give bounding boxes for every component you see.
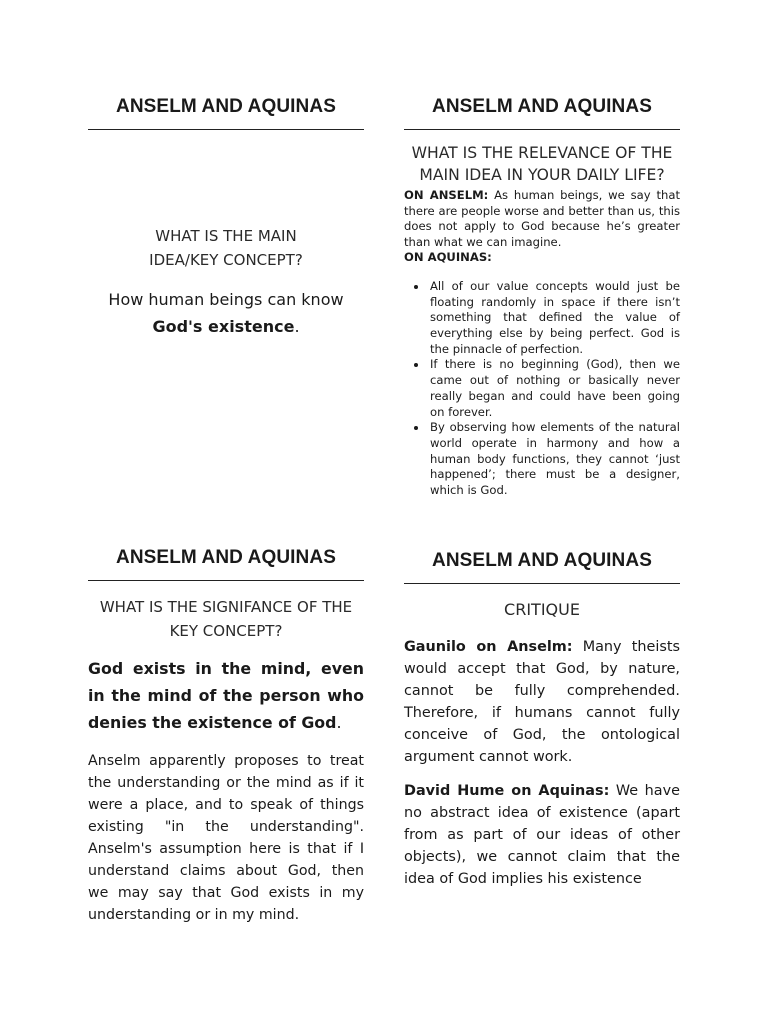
gaunilo-text: Many theists would accept that God, by nature, cannot be fully comprehended. Therefore, if humans cannot fully conceive of God, the ontological argument cannot work. bbox=[404, 639, 680, 765]
on-anselm-text: As human beings, we say that there are people worse and better than us, this does not apply to God because he’s greater than what we can imagine. bbox=[404, 188, 680, 249]
card-title: ANSELM AND AQUINAS bbox=[404, 550, 680, 584]
gaunilo-critique bbox=[404, 636, 680, 768]
on-aquinas-label-text: ON AQUINAS: bbox=[404, 250, 492, 265]
list-item: • All of our value concepts would just be floating randomly in space if there isn’t something that defined the value of everything else by being perfect. God is the pinnacle of perfection. bbox=[428, 279, 680, 358]
aquinas-points-list bbox=[404, 279, 680, 499]
answer-bold: God's existence bbox=[152, 317, 295, 336]
question-significance: WHAT IS THE SIGNIFANCE OF THE KEY CONCEPT? bbox=[99, 598, 353, 640]
hume-text: We have no abstract idea of existence (apart from as part of our ideas of other objects), we cannot claim that the idea of God implies his existence bbox=[404, 783, 680, 887]
list-item: • If there is no beginning (God), then we came out of nothing or basically never really began and could have been going on forever. bbox=[428, 357, 680, 420]
card-title: ANSELM AND AQUINAS bbox=[404, 96, 680, 130]
hume-label: David Hume on Aquinas: bbox=[404, 783, 610, 799]
question-relevance: WHAT IS THE RELEVANCE OF THE MAIN IDEA IN YOUR DAILY LIFE? bbox=[411, 144, 673, 184]
emphasis-suffix: . bbox=[336, 713, 342, 732]
gaunilo-label: Gaunilo on Anselm: bbox=[404, 639, 573, 655]
significance-body: Anselm apparently proposes to treat the understanding or the mind as if it were a place, and to speak of things existing "in the understanding". Anselm's assumption here is that if I understand claims about God, then we may say that God exists in my understanding or in my mind. bbox=[88, 753, 364, 923]
card-significance bbox=[88, 547, 364, 926]
list-item: • By observing how elements of the natural world operate in harmony and how a human body functions, they cannot ‘just happened’; there must be a designer, which is God. bbox=[428, 420, 680, 499]
card-main-idea bbox=[88, 96, 364, 340]
answer-prefix: How human beings can know bbox=[108, 290, 344, 309]
question-main-idea: WHAT IS THE MAIN IDEA/KEY CONCEPT? bbox=[149, 227, 303, 269]
significance-emphasis bbox=[88, 655, 364, 736]
critique-heading: CRITIQUE bbox=[504, 600, 580, 619]
on-anselm-paragraph bbox=[404, 188, 680, 250]
answer-suffix: . bbox=[294, 317, 300, 336]
emphasis-text: God exists in the mind, even in the mind of the person who denies the existence of God bbox=[88, 659, 364, 732]
on-aquinas-label bbox=[404, 250, 680, 266]
card-critique bbox=[404, 550, 680, 902]
on-anselm-label: ON ANSELM: bbox=[404, 188, 489, 202]
card-relevance bbox=[404, 96, 680, 499]
hume-critique bbox=[404, 780, 680, 890]
main-idea-answer bbox=[88, 286, 364, 340]
card-title: ANSELM AND AQUINAS bbox=[88, 547, 364, 581]
card-title: ANSELM AND AQUINAS bbox=[88, 96, 364, 130]
